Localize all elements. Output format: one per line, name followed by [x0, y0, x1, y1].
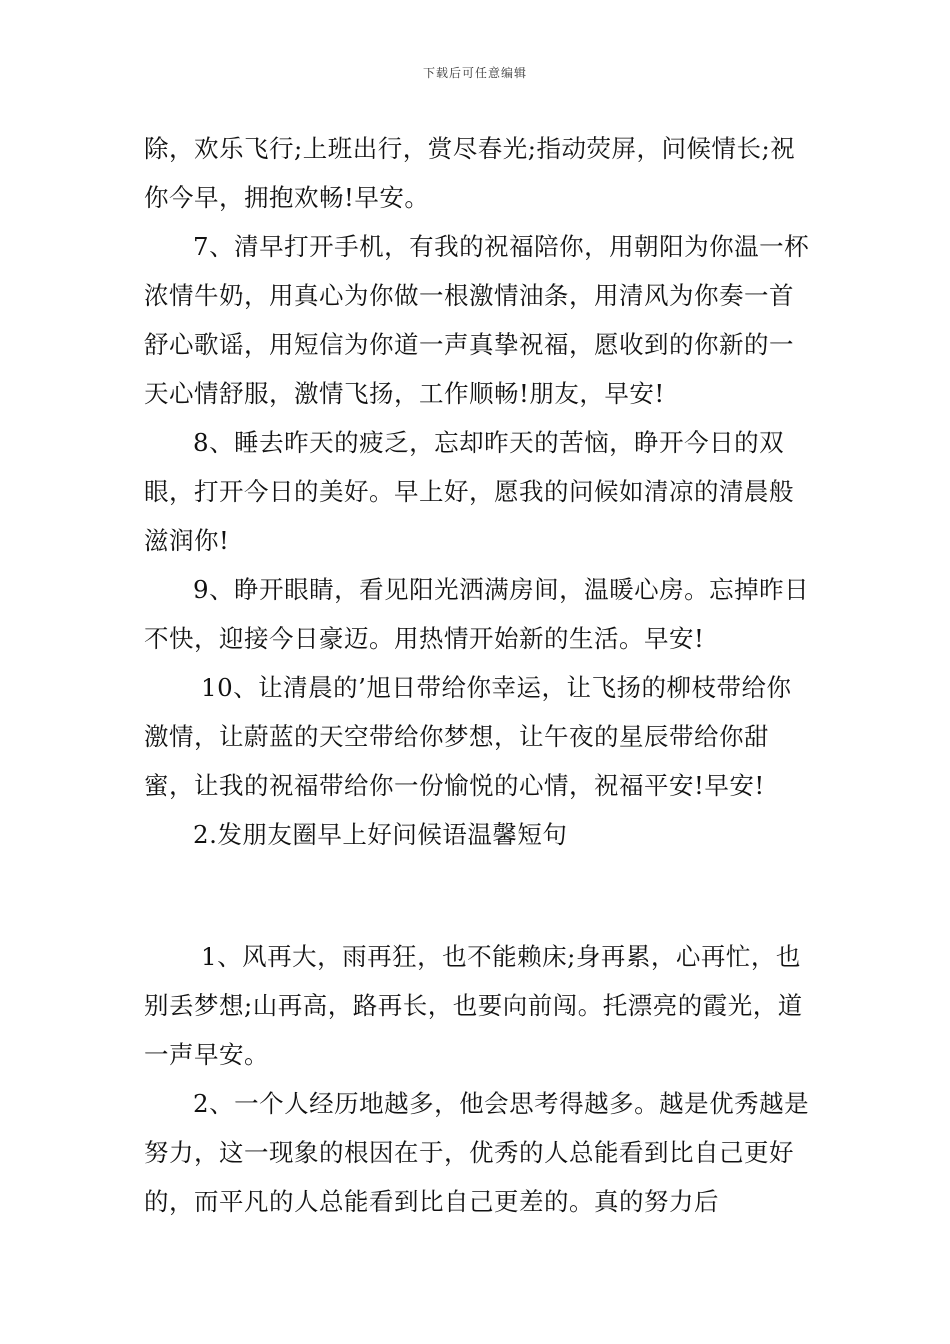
- paragraph-8: 8、睡去昨天的疲乏，忘却昨天的苦恼，睁开今日的双眼，打开今日的美好。早上好，愿我的问候如清凉的清晨般滋润你!: [144, 428, 794, 555]
- section-heading: 2.发朋友圈早上好问候语温馨短句: [193, 820, 568, 849]
- page-header: 下载后可任意编辑: [422, 66, 527, 80]
- document-body: [144, 124, 814, 1226]
- section-item-2: 2、一个人经历地越多，他会思考得越多。越是优秀越是努力，这一现象的根因在于，优秀的人总能看到比自己更好的，而平凡的人总能看到比自己更差的。真的努力后: [144, 1089, 810, 1216]
- blank-gap: [144, 908, 814, 932]
- paragraph-7: 7、清早打开手机，有我的祝福陪你，用朝阳为你温一杯浓情牛奶，用真心为你做一根激情油条，用清风为你奏一首舒心歌谣，用短信为你道一声真挚祝福，愿收到的你新的一天心情舒服，激情飞扬，工作顺畅!朋友，早安!: [144, 232, 810, 408]
- paragraph-9: 9、睁开眼睛，看见阳光洒满房间，温暖心房。忘掉昨日不快，迎接今日豪迈。用热情开始新的生活。早安!: [144, 575, 810, 653]
- blank-line: [144, 859, 814, 908]
- paragraph-10: 10、让清晨的’旭日带给你幸运，让飞扬的柳枝带给你激情，让蔚蓝的天空带给你梦想，让午夜的星辰带给你甜蜜，让我的祝福带给你一份愉悦的心情，祝福平安!早安!: [144, 673, 792, 800]
- section-item-1: 1、风再大，雨再狂，也不能赖床;身再累，心再忙，也别丢梦想;山再高，路再长，也要向前闯。托漂亮的霞光，道一声早安。: [144, 942, 803, 1069]
- paragraph-continuation: 除，欢乐飞行;上班出行，赏尽春光;指动荧屏，问候情长;祝你今早，拥抱欢畅!早安。: [144, 134, 796, 212]
